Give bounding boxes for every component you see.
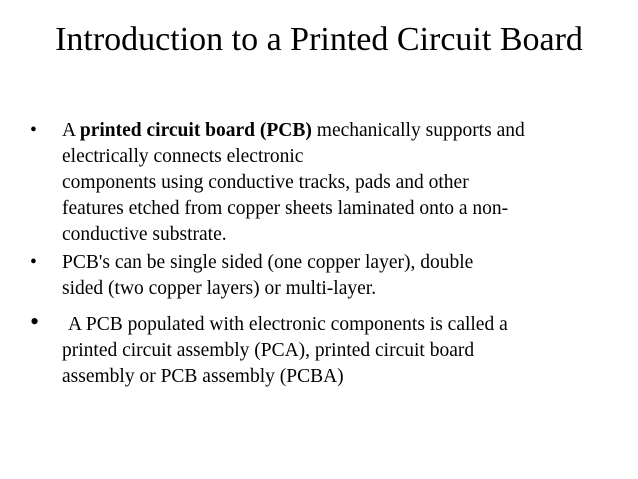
bullet-line: conductive substrate. bbox=[62, 224, 227, 245]
bullet-line: sided (two copper layers) or multi-layer. bbox=[62, 278, 377, 299]
slide-title: Introduction to a Printed Circuit Board bbox=[55, 21, 583, 58]
bullet-line: features etched from copper sheets laminated onto a non- bbox=[62, 198, 509, 219]
bullet-icon: • bbox=[30, 307, 40, 336]
bullet-text bbox=[62, 118, 618, 248]
bullet-line: components using conductive tracks, pads and other bbox=[62, 172, 469, 193]
bullet-line: electrically connects electronic bbox=[62, 146, 304, 167]
bullet-text bbox=[62, 250, 618, 302]
bullet-line: assembly or PCB assembly (PCBA) bbox=[62, 366, 344, 387]
bullet-line: A PCB populated with electronic components is called a bbox=[68, 314, 508, 335]
bullet-line bbox=[62, 118, 618, 144]
bullet-text bbox=[62, 312, 618, 390]
bullet-line: PCB's can be single sided (one copper layer), double bbox=[62, 252, 474, 273]
bullet-text-run: A bbox=[62, 120, 80, 141]
bullet-text-run: mechanically supports and bbox=[311, 120, 525, 141]
bullet-icon: • bbox=[30, 252, 37, 273]
bold-term: printed circuit board (PCB) bbox=[79, 120, 312, 141]
bullet-line: printed circuit assembly (PCA), printed circuit board bbox=[62, 340, 475, 361]
bullet-icon: • bbox=[30, 120, 37, 141]
